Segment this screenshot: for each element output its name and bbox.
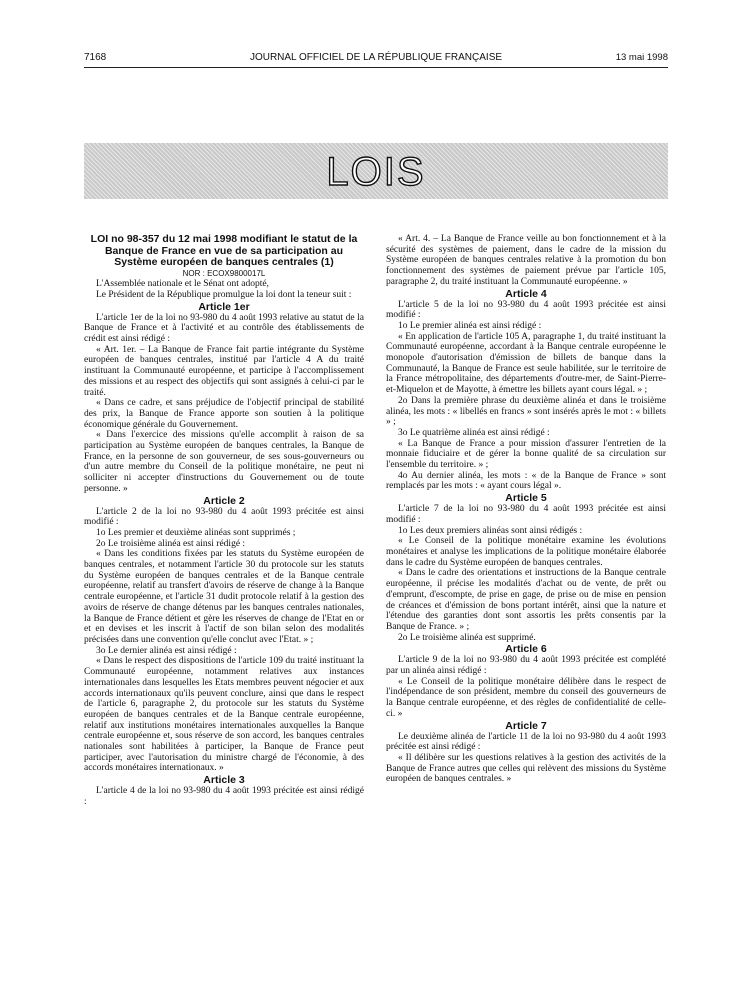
page-header [84, 52, 668, 66]
article-heading: Article 7 [505, 719, 547, 732]
paragraph: 4o Au dernier alinéa, les mots : « de la Banque de France » sont remplacés par les mots : « ayant cours légal ». [386, 470, 666, 492]
paragraph: L'article 7 de la loi no 93-980 du 4 août 1993 précitée est ainsi modifié : [386, 504, 666, 525]
section-banner [84, 143, 668, 199]
right-column [386, 234, 666, 785]
paragraph: 1o Les deux premiers alinéas sont ainsi rédigés : [398, 525, 583, 536]
article-heading: Article 6 [505, 643, 547, 656]
paragraph: « Dans l'exercice des missions qu'elle accomplit à raison de sa participation au Système européen de banques centrales, la Banque de France, en la personne de son gouverneur, de ses sous-gouverneurs ou d'un autre membre du Conseil de la politique monétaire, ne peut ni solliciter ni accepter d'instructions du Gouvernement ou de toute personne. » [84, 430, 364, 494]
paragraph: « Le Conseil de la politique monétaire examine les évolutions monétaires et analyse les implications de la politique monétaire élaborée dans le cadre du Système européen de banques centrales. [386, 536, 666, 568]
article-heading: Article 4 [505, 287, 547, 300]
article-heading: Article 3 [203, 774, 245, 787]
paragraph: « Dans ce cadre, et sans préjudice de l'objectif principal de stabilité des prix, la Banque de France apporte son soutien à la politique économique générale du Gouvernement. [84, 398, 364, 430]
section-title: LOIS [326, 150, 426, 194]
paragraph: L'article 4 de la loi no 93-980 du 4 août 1993 précitée est ainsi rédigé : [84, 786, 364, 807]
article-heading: Article 2 [203, 494, 245, 507]
paragraph: L'article 5 de la loi no 93-980 du 4 août 1993 précitée est ainsi modifié : [386, 299, 666, 321]
nor-reference: NOR : ECOX9800017L [182, 268, 266, 278]
paragraph: « En application de l'article 105 A, paragraphe 1, du traité instituant la Communauté européenne, accordant à la Banque centrale européenne le monopole d'autorisation d'émission de billets de banque dans la Communauté, la Banque de France est seule habilitée, sur le territoire de la France métropolitaine, des départements d'outre-mer, de Saint-Pierre-et-Miquelon et de Mayotte, à émettre les billets ayant cours légal. » ; [386, 331, 666, 396]
paragraph: « Art. 1er. – La Banque de France fait partie intégrante du Système européen de banques centrales, institué par l'article 4 A du traité instituant la Communauté européenne, et participe à l'accomplissement des missions et au respect des objectifs qui sont assignés à celui-ci par le traité. [84, 344, 364, 398]
paragraph: « Il délibère sur les questions relatives à la gestion des activités de la Banque de France autres que celles qui relèvent des missions du Système européen de banques centrales. » [386, 752, 666, 785]
page-number: 7168 [84, 52, 107, 63]
paragraph: « La Banque de France a pour mission d'assurer l'entretien de la monnaie fiduciaire et de gérer la bonne qualité de sa circulation sur l'ensemble du territoire. » ; [386, 438, 666, 471]
paragraph: 2o Le troisième alinéa est supprimé. [398, 632, 536, 643]
paragraph: 1o Le premier alinéa est ainsi rédigé : [398, 320, 542, 331]
header-rule [84, 67, 668, 68]
paragraph: 1o Les premier et deuxième alinéas sont supprimés ; [96, 527, 296, 538]
paragraph: « Dans le cadre des orientations et instructions de la Banque centrale européenne, il précise les modalités d'achat ou de vente, de prêt ou d'emprunt, d'escompte, de prise en gage, de prise ou de mise en pension de créances et d'émission de bons portant intérêt, ainsi que la nature et l'étendue des garanties dont sont assortis les prêts consentis par la Banque de France. » ; [386, 568, 666, 632]
journal-title: JOURNAL OFFICIEL DE LA RÉPUBLIQUE FRANÇAISE [249, 52, 503, 63]
law-title: LOI no 98-357 du 12 mai 1998 modifiant le statut de la Banque de France en vue de sa participation au Système européen de banques centrales (1) [90, 233, 358, 268]
article-heading: Article 1er [198, 300, 250, 313]
paragraph: 2o Le troisième alinéa est ainsi rédigé : [96, 538, 246, 549]
paragraph: Le Président de la République promulgue la loi dont la teneur suit : [96, 289, 352, 300]
paragraph: 3o Le dernier alinéa est ainsi rédigé : [96, 645, 237, 656]
paragraph: L'Assemblée nationale et le Sénat ont adopté, [96, 279, 269, 290]
article-heading: Article 5 [505, 492, 547, 505]
paragraph: « Dans le respect des dispositions de l'article 109 du traité instituant la Communauté européenne, notamment relatives aux instances internationales dans lesquelles les Etats membres peuvent négocier et aux accords internationaux qu'ils peuvent conclure, ainsi que dans le respect de l'article 6, paragraphe 2, du protocole sur les statuts du Système européen de banques centrales et de la Banque centrale européenne, relatif aux institutions monétaires internationales auxquelles la Banque centrale européenne et, sous réserve de son accord, les banques centrales nationales sont habilitées à participer, la Banque de France peut participer, avec l'autorisation du ministre chargé de l'économie, à des accords monétaires internationaux. » [84, 656, 364, 774]
paragraph: L'article 2 de la loi no 93-980 du 4 août 1993 précitée est ainsi modifié : [84, 506, 364, 528]
paragraph: L'article 9 de la loi no 93-980 du 4 août 1993 précitée est complété par un alinéa ainsi rédigé : [386, 655, 666, 677]
paragraph: « Le Conseil de la politique monétaire délibère dans le respect de l'indépendance de son président, membre du conseil des gouverneurs de la Banque centrale européenne, et des règles de confidentialité de celle-ci. » [386, 676, 666, 719]
paragraph: « Art. 4. – La Banque de France veille au bon fonctionnement et à la sécurité des systèmes de paiement, dans le cadre de la mission du Système européen de banques centrales relative à la promotion du bon fonctionnement des systèmes de paiement prévue par l'article 105, paragraphe 2, du traité instituant la Communauté européenne. » [386, 234, 666, 287]
paragraph: « Dans les conditions fixées par les statuts du Système européen de banques centrales, et notamment l'article 30 du protocole sur les statuts du Système européen de banques centrales et de la Banque centrale européenne, relatif au transfert d'avoirs de réserve de change à la Banque centrale européenne, et l'article 31 dudit protocole relatif à la gestion des avoirs de réserve de change détenus par les banques centrales nationales, la Banque de France détient et gère les réserves de change de l'Etat en or et en devises et les inscrit à l'actif de son bilan selon des modalités précisées dans une convention qu'elle conclut avec l'Etat. » ; [84, 549, 364, 645]
issue-date: 13 mai 1998 [615, 52, 668, 63]
paragraph: 3o Le quatrième alinéa est ainsi rédigé : [398, 427, 550, 438]
left-column [84, 234, 364, 808]
paragraph: 2o Dans la première phrase du deuxième alinéa et dans le troisième alinéa, les mots : « libellés en francs » sont insérés après le mot : « billets » ; [386, 395, 666, 428]
paragraph: Le deuxième alinéa de l'article 11 de la loi no 93-980 du 4 août 1993 précitée est ainsi rédigé : [386, 731, 666, 753]
paragraph: L'article 1er de la loi no 93-980 du 4 août 1993 relative au statut de la Banque de France et à l'activité et au contrôle des établissements de crédit est ainsi rédigé : [84, 312, 364, 345]
